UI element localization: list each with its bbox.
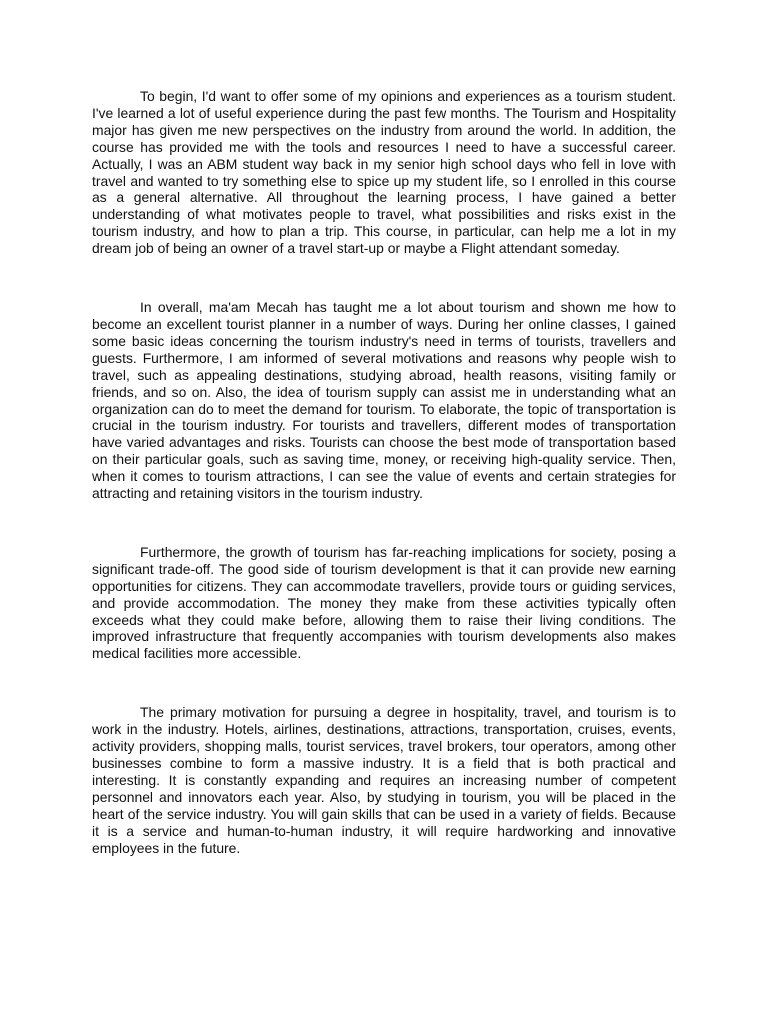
paragraph-intro: To begin, I'd want to offer some of my opinions and experiences as a tourism student. I've learned a lot of useful experience during the past few months. The Tourism and Hospitality major has given me new perspectives on the industry from around the world. In addition, the course has provided me with the tools and resources I need to have a successful career. Actually, I was an ABM student way back in my senior high school days who fell in love with travel and wanted to try something else to spice up my student life, so I enrolled in this course as a general alternative. All throughout the learning process, I have gained a better understanding of what motivates people to travel, what possibilities and risks exist in the tourism industry, and how to plan a trip. This course, in particular, can help me a lot in my dream job of being an owner of a travel start-up or maybe a Flight attendant someday. <box>92 88 676 257</box>
document-page <box>92 88 676 856</box>
paragraph-growth: Furthermore, the growth of tourism has far-reaching implications for society, posing a significant trade-off. The good side of tourism development is that it can provide new earning opportunities for citizens. They can accommodate travellers, provide tours or guiding services, and provide accommodation. The money they make from these activities typically often exceeds what they could make before, allowing them to raise their living conditions. The improved infrastructure that frequently accompanies with tourism developments also makes medical facilities more accessible. <box>92 543 676 662</box>
paragraph-learning: In overall, ma'am Mecah has taught me a lot about tourism and shown me how to become an excellent tourist planner in a number of ways. During her online classes, I gained some basic ideas concerning the tourism industry's need in terms of tourists, travellers and guests. Furthermore, I am informed of several motivations and reasons why people wish to travel, such as appealing destinations, studying abroad, health reasons, visiting family or friends, and so on. Also, the idea of tourism supply can assist me in understanding what an organization can do to meet the demand for tourism. To elaborate, the topic of transportation is crucial in the tourism industry. For tourists and travellers, different modes of transportation have varied advantages and risks. Tourists can choose the best mode of transportation based on their particular goals, such as saving time, money, or receiving high-quality service. Then, when it comes to tourism attractions, I can see the value of events and certain strategies for attracting and retaining visitors in the tourism industry. <box>92 299 676 502</box>
paragraph-motivation: The primary motivation for pursuing a degree in hospitality, travel, and tourism is to work in the industry. Hotels, airlines, destinations, attractions, transportation, cruises, events, activity providers, shopping malls, tourist services, travel brokers, tour operators, among other businesses combine to form a massive industry. It is a field that is both practical and interesting. It is constantly expanding and requires an increasing number of competent personnel and innovators each year. Also, by studying in tourism, you will be placed in the heart of the service industry. You will gain skills that can be used in a variety of fields. Because it is a service and human-to-human industry, it will require hardworking and innovative employees in the future. <box>92 704 676 856</box>
